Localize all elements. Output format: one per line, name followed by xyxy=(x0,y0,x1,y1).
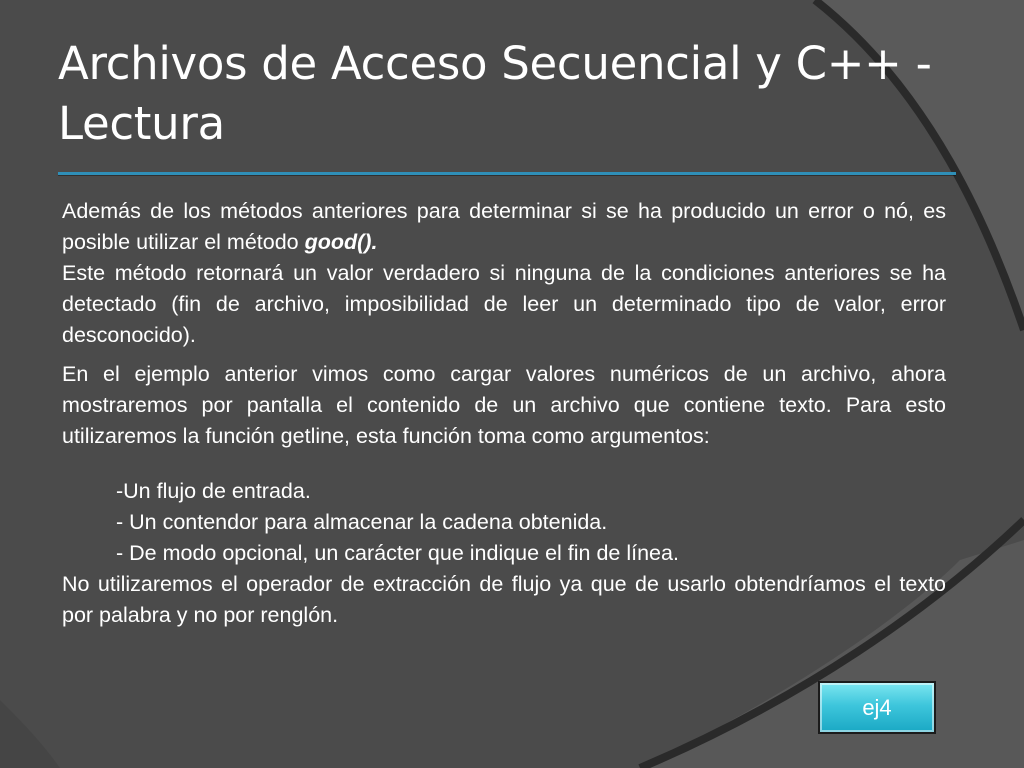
slide-title: Archivos de Acceso Secuencial y C++ - Lectura xyxy=(58,37,932,150)
argument-list xyxy=(62,476,946,569)
ej4-button[interactable] xyxy=(818,681,936,734)
paragraph-extraction-operator: No utilizaremos el operador de extracción de flujo ya que de usarlo obtendríamos el texto por palabra y no por renglón. xyxy=(62,572,946,627)
slide-body xyxy=(62,196,946,631)
paragraph-good-method xyxy=(62,196,946,258)
paragraph-1-text: Además de los métodos anteriores para determinar si se ha producido un error o nó, es posible utilizar el método xyxy=(62,199,946,254)
argument-item: - Un contendor para almacenar la cadena obtenida. xyxy=(116,510,608,534)
ej4-button-label: ej4 xyxy=(862,694,892,720)
paragraph-getline: En el ejemplo anterior vimos como cargar valores numéricos de un archivo, ahora mostraremos por pantalla el contenido de un archivo que contiene texto. Para esto utilizaremos la función getline, esta función toma como argumentos: xyxy=(62,362,946,448)
argument-item: - De modo opcional, un carácter que indique el fin de línea. xyxy=(116,541,679,565)
title-divider xyxy=(58,172,956,175)
paragraph-return-value: Este método retornará un valor verdadero si ninguna de la condiciones anteriores se ha detectado (fin de archivo, imposibilidad de leer un determinado tipo de valor, error desconocido). xyxy=(62,261,946,347)
argument-item: -Un flujo de entrada. xyxy=(116,479,311,503)
good-method-emphasis: good(). xyxy=(304,230,378,254)
